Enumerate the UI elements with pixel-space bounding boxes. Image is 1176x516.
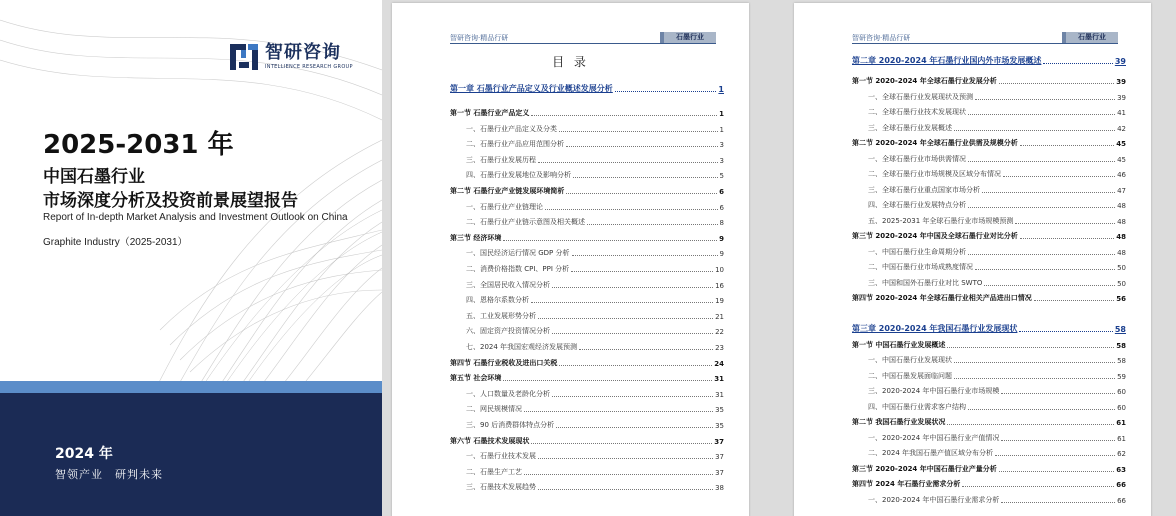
toc-leader-dots <box>531 302 713 303</box>
toc-item-entry <box>852 445 1126 458</box>
toc-page-number: 45 <box>1117 155 1126 164</box>
toc-leader-dots <box>975 269 1115 270</box>
toc-page-number: 59 <box>1117 372 1126 381</box>
toc-entry-title: 二、石墨行业产品应用范围分析 <box>466 140 564 149</box>
cover-accent-band <box>0 381 382 393</box>
toc-leader-dots <box>1001 440 1115 441</box>
cover-date: 2024 年 <box>55 446 113 462</box>
cover-english-title-line2: Graphite Industry（2025-2031） <box>43 237 188 248</box>
toc-page-number: 37 <box>714 437 724 446</box>
toc-entry-title: 三、90 后消费群体特点分析 <box>466 421 555 429</box>
toc-item-entry <box>450 245 724 258</box>
header-brand: 智研咨询·精品行研 <box>450 34 509 42</box>
company-logo <box>229 42 353 72</box>
toc-leader-dots <box>1001 393 1115 394</box>
toc-leader-dots <box>1043 63 1112 64</box>
toc-entry-title: 一、2020-2024 年中国石墨行业需求分析 <box>868 495 1000 504</box>
toc-entry-title: 第二节 我国石墨行业发展状况 <box>852 418 946 426</box>
toc-page-number: 39 <box>1117 93 1126 102</box>
toc-leader-dots <box>538 318 713 319</box>
toc-item-entry <box>852 275 1126 288</box>
toc-section-entry <box>852 461 1126 474</box>
toc-entry-title: 第三节 2020-2024 年中国及全球石墨行业对比分析 <box>852 232 1018 240</box>
toc-leader-dots <box>962 486 1114 487</box>
toc-leader-dots <box>566 193 717 194</box>
toc-entry-title: 二、石墨行业产业链示意图及相关概述 <box>466 218 585 227</box>
toc-leader-dots <box>538 162 718 163</box>
toc-page-number: 48 <box>1116 233 1126 241</box>
toc-item-entry <box>852 430 1126 443</box>
toc-entry-title: 一、人口数量及老龄化分析 <box>466 389 550 398</box>
toc-leader-dots <box>552 287 713 288</box>
toc-entry-title: 第五节 社会环境 <box>450 374 502 383</box>
toc-item-entry <box>852 213 1126 226</box>
toc-page-number: 58 <box>1116 341 1126 350</box>
toc-page-number: 61 <box>1116 419 1126 427</box>
toc-item-entry <box>450 214 724 227</box>
toc-leader-dots <box>1034 300 1115 301</box>
toc-entry-title: 二、全球石墨行业技术发展现状 <box>868 108 966 116</box>
toc-leader-dots <box>968 114 1115 115</box>
toc-page-number: 66 <box>1116 481 1126 489</box>
toc-item-entry <box>450 167 724 180</box>
toc-page-number: 46 <box>1117 171 1126 179</box>
toc-page-number: 41 <box>1117 109 1126 117</box>
toc-page-number: 6 <box>719 203 724 212</box>
toc-leader-dots <box>538 489 713 490</box>
toc-page-number: 9 <box>719 250 724 259</box>
toc-leader-dots <box>954 130 1115 131</box>
toc-page-number: 35 <box>715 406 724 415</box>
toc-item-entry <box>450 199 724 212</box>
toc-page-2 <box>794 3 1151 516</box>
toc-leader-dots <box>975 99 1115 100</box>
cover-title-line1: 中国石墨行业 <box>43 167 145 187</box>
toc-page-number: 60 <box>1117 403 1126 412</box>
toc-entry-title: 二、网民规模情况 <box>466 405 522 414</box>
toc-entry-title: 四、全球石墨行业发展特点分析 <box>868 201 966 209</box>
toc-leader-dots <box>559 131 718 132</box>
toc-leader-dots <box>579 349 713 350</box>
cover-english-title-line1: Report of In-depth Market Analysis and Investment Outlook on China <box>43 212 348 223</box>
toc-item-entry <box>450 448 724 461</box>
toc-entry-title: 三、石墨技术发展趋势 <box>466 483 536 492</box>
toc-entry-title: 一、中国石墨行业发展现状 <box>868 356 952 364</box>
toc-page-number: 24 <box>714 359 724 368</box>
logo-mark-icon <box>229 42 259 72</box>
toc-item-entry <box>852 89 1126 102</box>
report-cover <box>0 0 382 516</box>
toc-leader-dots <box>954 378 1115 379</box>
toc-section-entry <box>450 433 724 446</box>
toc-page-number: 38 <box>715 484 724 493</box>
toc-entry-title: 二、中国石墨行业市场成熟度情况 <box>868 263 973 271</box>
toc-item-entry <box>450 464 724 477</box>
toc-entry-title: 一、全球石墨行业市场供需情况 <box>868 154 966 163</box>
cover-title-line2: 市场深度分析及投资前景展望报告 <box>43 191 298 211</box>
toc-page-number: 48 <box>1117 217 1126 226</box>
toc-page-number: 50 <box>1117 279 1126 288</box>
toc-leader-dots <box>545 209 718 210</box>
toc-section-entry <box>450 183 724 196</box>
toc-leader-dots <box>571 271 713 272</box>
toc-leader-dots <box>572 255 718 256</box>
toc-leader-dots <box>954 362 1115 363</box>
toc-section-entry <box>852 476 1126 489</box>
toc-item-entry <box>450 308 724 321</box>
toc-page-number: 35 <box>715 422 724 430</box>
toc-leader-dots <box>538 458 713 459</box>
toc-page-number: 58 <box>1114 325 1126 334</box>
toc-item-entry <box>450 339 724 352</box>
toc-entry-title: 一、石墨行业产业链理论 <box>466 202 543 211</box>
toc-leader-dots <box>1019 331 1112 332</box>
toc-leader-dots <box>552 396 713 397</box>
toc-page-1 <box>392 3 749 516</box>
toc-entry-title: 六、固定资产投资情况分析 <box>466 327 550 336</box>
toc-entry-title: 七、2024 年我国宏观经济发展预测 <box>466 343 578 351</box>
toc-page-number: 48 <box>1117 202 1126 210</box>
toc-page-number: 31 <box>714 375 724 384</box>
toc-page-number: 58 <box>1117 357 1126 365</box>
logo-name-cn: 智研咨询 <box>265 42 341 63</box>
toc-page-number: 39 <box>1116 78 1126 86</box>
toc-page-number: 48 <box>1117 248 1126 257</box>
toc-chapter-link[interactable] <box>450 81 724 94</box>
toc-item-entry <box>852 166 1126 179</box>
toc-page-number: 45 <box>1116 140 1126 148</box>
toc-leader-dots <box>559 365 712 366</box>
toc-entry-title: 第二节 石墨行业产业链发展环境简析 <box>450 187 565 195</box>
toc-entry-title: 二、消费价格指数 CPI、PPI 分析 <box>466 265 570 273</box>
toc-entry-title: 第一节 中国石墨行业发展概述 <box>852 340 946 349</box>
toc-leader-dots <box>556 427 713 428</box>
toc-page-number: 22 <box>715 328 724 337</box>
toc-chapter-link[interactable] <box>852 53 1126 66</box>
toc-entry-title: 二、2024 年我国石墨产值区域分布分析 <box>868 449 994 457</box>
toc-item-entry <box>852 197 1126 210</box>
toc-leader-dots <box>999 83 1115 84</box>
toc-page-number: 47 <box>1117 186 1126 195</box>
toc-leader-dots <box>982 192 1115 193</box>
toc-leader-dots <box>947 347 1114 348</box>
toc-item-entry <box>450 121 724 134</box>
toc-entry-title: 一、石墨行业技术发展 <box>466 452 536 461</box>
toc-page-number: 37 <box>715 468 724 477</box>
toc-leader-dots <box>968 207 1115 208</box>
logo-name-en: INTELLIENCE RESEARCH GROUP <box>265 64 353 70</box>
toc-page-number: 23 <box>715 344 724 352</box>
toc-page-number: 10 <box>715 266 724 274</box>
toc-leader-dots <box>573 177 718 178</box>
toc-section-entry <box>852 290 1126 303</box>
toc-leader-dots <box>947 424 1114 425</box>
toc-entry-title: 五、工业发展形势分析 <box>466 311 536 320</box>
toc-entry-title: 三、中国和国外石墨行业对比 SWTO <box>868 278 983 287</box>
toc-item-entry <box>852 182 1126 195</box>
toc-section-entry <box>852 135 1126 148</box>
toc-section-entry <box>852 337 1126 350</box>
toc-item-entry <box>852 352 1126 365</box>
toc-chapter-link[interactable] <box>852 321 1126 334</box>
toc-item-entry <box>450 323 724 336</box>
toc-entry-title: 一、石墨行业产品定义及分类 <box>466 124 557 133</box>
toc-page-number: 8 <box>719 219 724 228</box>
toc-item-entry <box>852 492 1126 505</box>
toc-page-number: 5 <box>719 172 724 181</box>
toc-leader-dots <box>968 254 1115 255</box>
toc-item-entry <box>450 417 724 430</box>
toc-page-number: 63 <box>1116 465 1126 474</box>
toc-page-number: 3 <box>719 141 724 150</box>
toc-entry-title: 四、中国石墨行业需求客户结构 <box>868 402 966 411</box>
toc-section-entry <box>852 73 1126 86</box>
toc-entry-title: 二、中国石墨发展面临问题 <box>868 371 952 380</box>
toc-page-number: 16 <box>715 281 724 290</box>
toc-page-number: 1 <box>719 110 724 118</box>
header-rule <box>450 43 716 44</box>
toc-entry-title: 三、2020-2024 年中国石墨行业市场规模 <box>868 387 1000 395</box>
toc-entry-title: 四、恩格尔系数分析 <box>466 296 529 305</box>
toc-item-entry <box>450 136 724 149</box>
toc-entry-title: 第二章 2020-2024 年石墨行业国内外市场发展概述 <box>852 56 1042 65</box>
cover-slogan: 智领产业 研判未来 <box>55 468 163 481</box>
toc-section-entry <box>852 228 1126 241</box>
toc-leader-dots <box>587 224 718 225</box>
toc-entry-title: 四、石墨行业发展地位及影响分析 <box>466 171 571 180</box>
toc-page-number: 39 <box>1114 57 1126 66</box>
toc-entry-title: 一、中国石墨行业生命周期分析 <box>868 247 966 256</box>
toc-entry-title: 二、全球石墨行业市场规模及区域分布情况 <box>868 170 1001 178</box>
toc-page-number: 62 <box>1117 450 1126 458</box>
header-brand: 智研咨询·精品行研 <box>852 34 911 42</box>
toc-entry-title: 第一章 石墨行业产品定义及行业概述发展分析 <box>450 84 613 93</box>
toc-page-number: 37 <box>715 453 724 462</box>
toc-leader-dots <box>995 455 1115 456</box>
toc-leader-dots <box>552 333 713 334</box>
toc-page-number: 6 <box>719 188 724 196</box>
toc-entry-title: 五、2025-2031 年全球石墨行业市场规模预测 <box>868 216 1014 225</box>
toc-section-entry <box>852 414 1126 427</box>
toc-leader-dots <box>1020 238 1115 239</box>
toc-page-number: 9 <box>719 234 724 243</box>
toc-entry-title: 第四节 2024 年石墨行业需求分析 <box>852 480 961 488</box>
cover-year-range: 2025-2031 年 <box>43 130 234 160</box>
toc-page-number: 42 <box>1117 124 1126 133</box>
toc-entry-title: 第四节 石墨行业税收及进出口关税 <box>450 358 558 367</box>
toc-entry-title: 第三章 2020-2024 年我国石墨行业发展现状 <box>852 324 1018 333</box>
toc-entry-title: 三、全球石墨行业重点国家市场分析 <box>868 185 980 194</box>
toc-leader-dots <box>615 91 717 92</box>
toc-page-number: 1 <box>719 125 724 134</box>
toc-page-number: 61 <box>1117 434 1126 443</box>
toc-leader-dots <box>1015 223 1115 224</box>
toc-section-entry <box>450 230 724 243</box>
toc-item-entry <box>852 151 1126 164</box>
toc-entry-title: 三、石墨行业发展历程 <box>466 155 536 164</box>
toc-entry-title: 三、全球石墨行业发展概述 <box>868 123 952 132</box>
page-header <box>450 33 716 45</box>
toc-page-number: 1 <box>718 85 724 94</box>
toc-item-entry <box>450 277 724 290</box>
toc-entry-title: 第一节 2020-2024 年全球石墨行业发展分析 <box>852 77 997 85</box>
toc-page-number: 56 <box>1116 295 1126 303</box>
toc-page-number: 21 <box>715 312 724 321</box>
toc-leader-dots <box>1003 176 1115 177</box>
toc-item-entry <box>852 104 1126 117</box>
toc-item-entry <box>450 401 724 414</box>
toc-entry-title: 第四节 2020-2024 年全球石墨行业相关产品进出口情况 <box>852 294 1032 302</box>
toc-leader-dots <box>503 240 717 241</box>
toc-leader-dots <box>1020 145 1115 146</box>
toc-entry-title: 第三节 经济环境 <box>450 233 502 242</box>
toc-item-entry <box>450 479 724 492</box>
toc-entry-title: 一、国民经济运行情况 GDP 分析 <box>466 249 570 258</box>
toc-leader-dots <box>984 285 1115 286</box>
header-industry-tab: 石墨行业 <box>1062 32 1118 43</box>
toc-item-entry <box>450 292 724 305</box>
toc-page-number: 19 <box>715 297 724 306</box>
toc-leader-dots <box>524 411 713 412</box>
toc-leader-dots <box>999 471 1115 472</box>
toc-entry-title: 第一节 石墨行业产品定义 <box>450 109 530 117</box>
toc-entry-title: 三、全国居民收入情况分析 <box>466 280 550 289</box>
toc-item-entry <box>852 244 1126 257</box>
toc-item-entry <box>450 261 724 274</box>
toc-page-number: 31 <box>715 390 724 399</box>
toc-title: 目 录 <box>552 55 589 69</box>
toc-leader-dots <box>503 380 712 381</box>
toc-leader-dots <box>1001 502 1115 503</box>
toc-leader-dots <box>968 409 1115 410</box>
toc-leader-dots <box>531 115 717 116</box>
toc-page-number: 3 <box>719 156 724 165</box>
toc-item-entry <box>450 152 724 165</box>
toc-entry-title: 第三节 2020-2024 年中国石墨行业产量分析 <box>852 464 997 473</box>
toc-entry-title: 第二节 2020-2024 年全球石墨行业供需及规模分析 <box>852 139 1018 147</box>
toc-leader-dots <box>566 146 718 147</box>
toc-entry-title: 一、全球石墨行业发展现状及预测 <box>868 92 973 101</box>
toc-page-number: 60 <box>1117 388 1126 396</box>
toc-section-entry <box>450 370 724 383</box>
toc-leader-dots <box>524 474 713 475</box>
toc-item-entry <box>852 120 1126 133</box>
toc-item-entry <box>852 368 1126 381</box>
toc-item-entry <box>450 386 724 399</box>
toc-item-entry <box>852 383 1126 396</box>
page-header <box>852 33 1118 45</box>
toc-page-number: 50 <box>1117 264 1126 272</box>
toc-page-number: 66 <box>1117 496 1126 505</box>
header-rule <box>852 43 1118 44</box>
toc-section-entry <box>450 355 724 368</box>
toc-leader-dots <box>968 161 1115 162</box>
toc-section-entry <box>450 105 724 118</box>
toc-item-entry <box>852 399 1126 412</box>
header-industry-tab: 石墨行业 <box>660 32 716 43</box>
toc-item-entry <box>852 259 1126 272</box>
toc-entry-title: 二、石墨生产工艺 <box>466 467 522 476</box>
toc-entry-title: 第六节 石墨技术发展现状 <box>450 436 530 445</box>
toc-entry-title: 一、2020-2024 年中国石墨行业产值情况 <box>868 433 1000 442</box>
toc-leader-dots <box>531 443 712 444</box>
